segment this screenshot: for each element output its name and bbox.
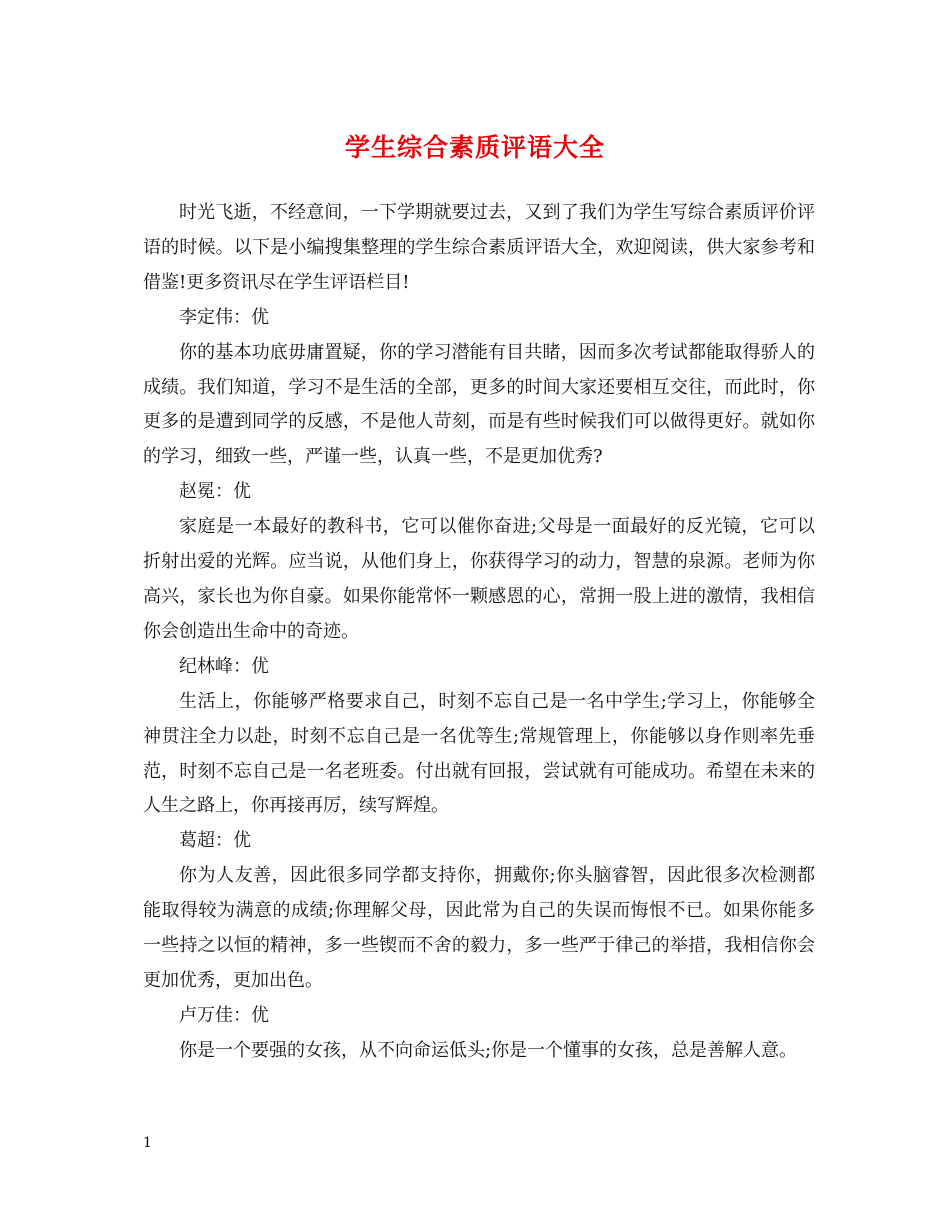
document-title: 学生综合素质评语大全 xyxy=(344,133,605,162)
student-heading-ji-linfeng: 纪林峰：优 xyxy=(179,655,269,677)
student-heading-ge-chao: 葛超：优 xyxy=(179,830,251,852)
student-heading-li-dingwei: 李定伟：优 xyxy=(179,306,269,328)
comment-paragraph: 家庭是一本最好的教科书，它可以催你奋进;父母是一面最好的反光镜，它可以折射出爱的光辉。应当说，从他们身上，你获得学习的动力，智慧的泉源。老师为你高兴，家长也为你自豪。如果你能常怀一颗感恩的心，常拥一股上进的激情，我相信你会创造出生命中的奇迹。 xyxy=(143,516,815,642)
page-number: 1 xyxy=(143,1135,152,1151)
comment-paragraph: 生活上，你能够严格要求自己，时刻不忘自己是一名中学生;学习上，你能够全神贯注全力以赴，时刻不忘自己是一名优等生;常规管理上，你能够以身作则率先垂范，时刻不忘自己是一名老班委。付出就有回报，尝试就有可能成功。希望在未来的人生之路上，你再接再厉，续写辉煌。 xyxy=(143,690,815,817)
comment-paragraph: 你为人友善，因此很多同学都支持你，拥戴你;你头脑睿智，因此很多次检测都能取得较为满意的成绩;你理解父母，因此常为自己的失误而悔恨不已。如果你能多一些持之以恒的精神，多一些锲而不舍的毅力，多一些严于律己的举措，我相信你会更加优秀，更加出色。 xyxy=(143,865,815,991)
comment-paragraph: 你的基本功底毋庸置疑，你的学习潜能有目共睹，因而多次考试都能取得骄人的成绩。我们知道，学习不是生活的全部，更多的时间大家还要相互交往，而此时，你更多的是遭到同学的反感，不是他人苛刻，而是有些时候我们可以做得更好。就如你的学习，细致一些，严谨一些，认真一些，不是更加优秀? xyxy=(143,341,815,468)
document-body xyxy=(143,196,815,1069)
student-heading-zhao-mian: 赵冕：优 xyxy=(179,481,251,503)
intro-paragraph: 时光飞逝，不经意间，一下学期就要过去，又到了我们为学生写综合素质评价评语的时候。以下是小编搜集整理的学生综合素质评语大全，欢迎阅读，供大家参考和借鉴!更多资讯尽在学生评语栏目! xyxy=(143,202,815,293)
comment-paragraph: 你是一个要强的女孩，从不向命运低头;你是一个懂事的女孩，总是善解人意。 xyxy=(179,1039,798,1061)
student-heading-lu-wanjia: 卢万佳：优 xyxy=(179,1004,269,1026)
